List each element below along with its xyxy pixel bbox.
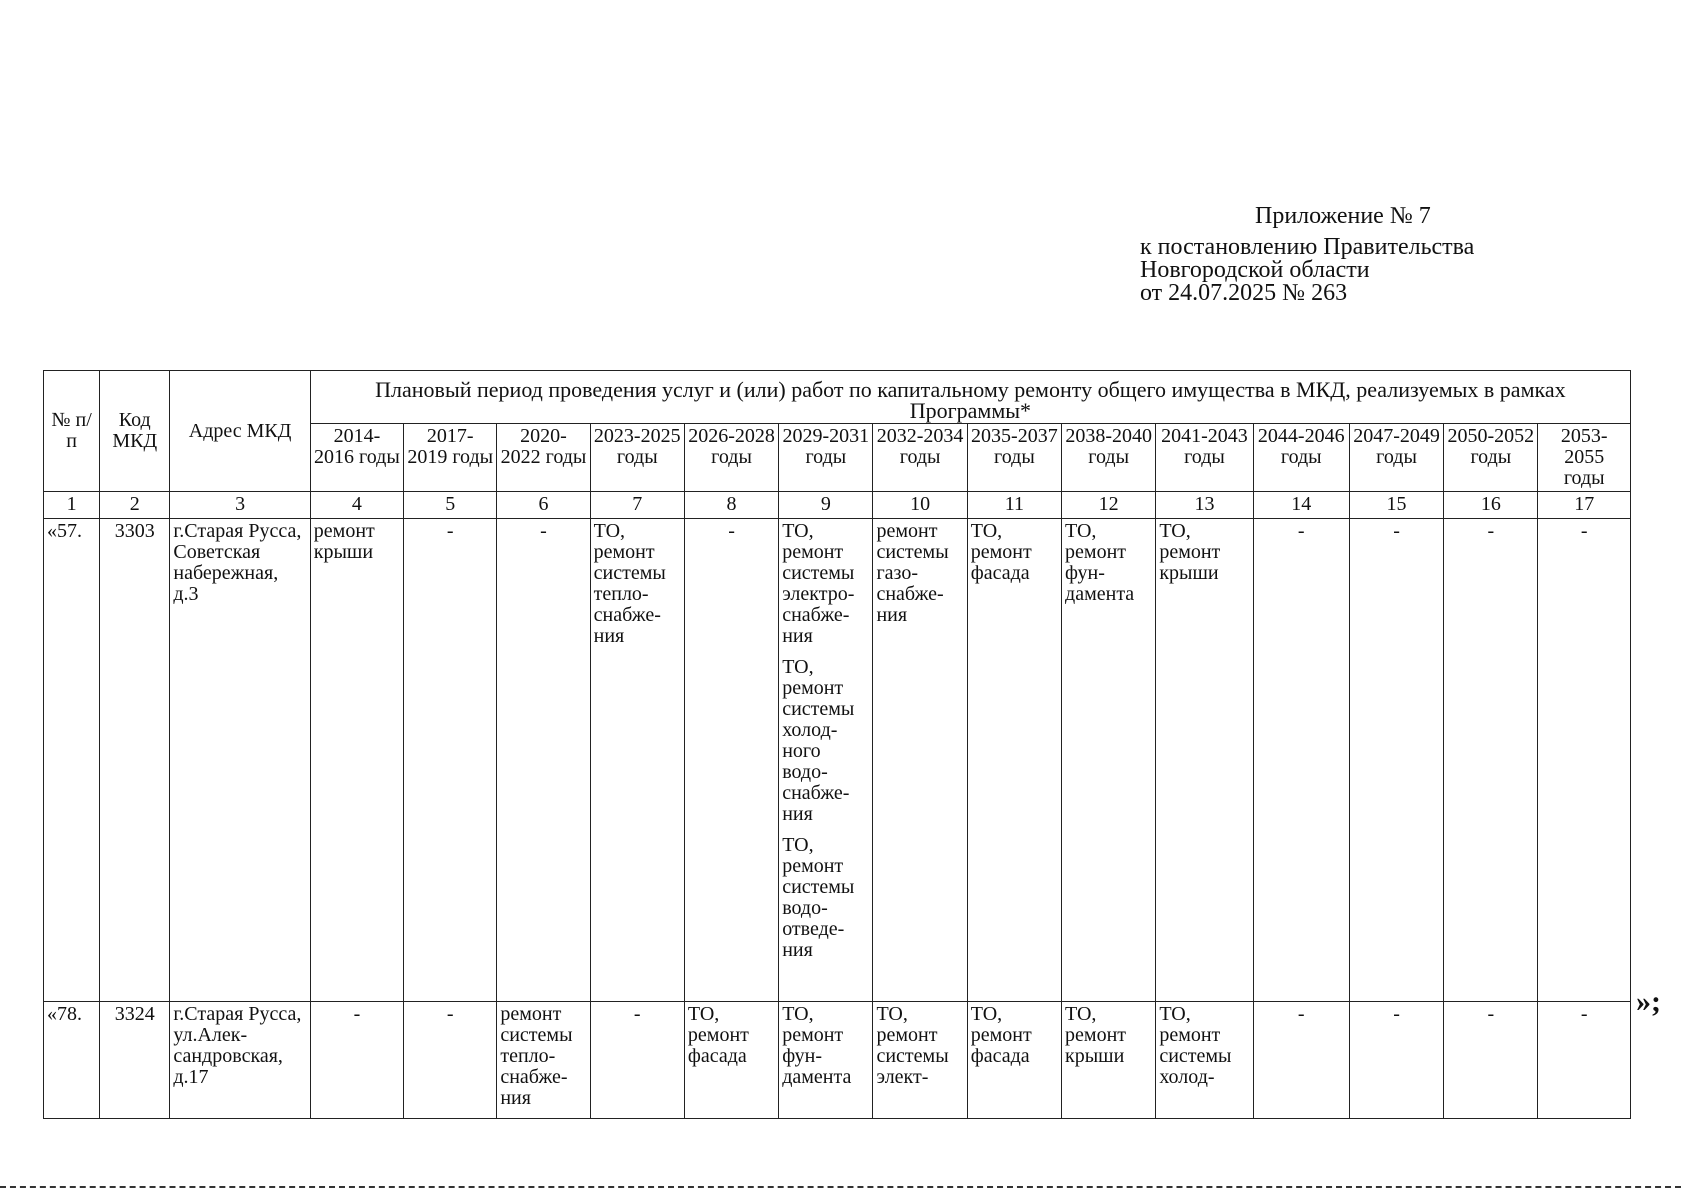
column-number: 2 bbox=[100, 492, 170, 519]
work-cell bbox=[404, 1002, 497, 1119]
column-number: 1 bbox=[44, 492, 100, 519]
work-item: ТО, ремонт фун-дамента bbox=[1065, 520, 1135, 605]
empty-dash: - bbox=[1393, 520, 1400, 542]
work-cell bbox=[1444, 519, 1538, 1002]
work-cell bbox=[967, 1002, 1061, 1119]
row-number: «78. bbox=[44, 1002, 100, 1119]
column-number: 7 bbox=[590, 492, 684, 519]
header-period-col: 2023-2025 годы bbox=[590, 424, 684, 492]
work-cell bbox=[1156, 1002, 1253, 1119]
empty-dash: - bbox=[1393, 1003, 1400, 1025]
work-cell bbox=[310, 519, 403, 1002]
capital-repair-table bbox=[43, 370, 1631, 1119]
work-item: ТО, ремонт фасада bbox=[687, 1003, 749, 1067]
column-number: 17 bbox=[1538, 492, 1631, 519]
work-cell bbox=[497, 519, 590, 1002]
header-period-col: 2053-2055 годы bbox=[1538, 424, 1631, 492]
column-number: 11 bbox=[967, 492, 1061, 519]
work-cell bbox=[1349, 519, 1443, 1002]
empty-dash: - bbox=[728, 520, 735, 542]
work-cell bbox=[873, 519, 967, 1002]
work-item: ТО, ремонт системы холод- bbox=[1159, 1003, 1232, 1088]
work-cell bbox=[779, 519, 873, 1002]
header-code: Код МКД bbox=[100, 371, 170, 492]
header-period-col: 2014-2016 годы bbox=[310, 424, 403, 492]
work-item: ТО, ремонт системы элект- bbox=[876, 1003, 949, 1088]
header-period-col: 2044-2046 годы bbox=[1253, 424, 1349, 492]
work-cell bbox=[590, 1002, 684, 1119]
column-number: 5 bbox=[404, 492, 497, 519]
column-number: 3 bbox=[170, 492, 310, 519]
empty-dash: - bbox=[1297, 1003, 1305, 1025]
work-cell bbox=[1538, 519, 1631, 1002]
work-item: ремонт системы тепло-снабже-ния bbox=[500, 1003, 573, 1109]
empty-dash: - bbox=[446, 1003, 454, 1025]
header-period-col: 2041-2043 годы bbox=[1156, 424, 1253, 492]
work-cell bbox=[1538, 1002, 1631, 1119]
column-number: 6 bbox=[497, 492, 590, 519]
work-item: ТО, ремонт фасада bbox=[970, 1003, 1032, 1067]
work-item: ТО, ремонт системы холод-ного водо-снабже-ния bbox=[782, 656, 855, 825]
header-period: Плановый период проведения услуг и (или) работ по капитальному ремонту общего имущества в МКД, реализуемых в рамках Программы* bbox=[310, 371, 1630, 424]
header-period-col: 2038-2040 годы bbox=[1062, 424, 1156, 492]
column-number: 13 bbox=[1156, 492, 1253, 519]
column-number: 8 bbox=[684, 492, 778, 519]
empty-dash: - bbox=[446, 520, 454, 542]
work-cell bbox=[873, 1002, 967, 1119]
column-number: 14 bbox=[1253, 492, 1349, 519]
work-cell bbox=[1062, 519, 1156, 1002]
column-number: 10 bbox=[873, 492, 967, 519]
work-cell bbox=[684, 1002, 778, 1119]
header-address: Адрес МКД bbox=[170, 371, 310, 492]
empty-dash: - bbox=[633, 1003, 641, 1025]
header-period-col: 2032-2034 годы bbox=[873, 424, 967, 492]
row-address: г.Старая Русса, Советская набережная, д.3 bbox=[170, 519, 310, 1002]
empty-dash: - bbox=[1580, 1003, 1588, 1025]
column-number: 16 bbox=[1444, 492, 1538, 519]
empty-dash: - bbox=[1487, 1003, 1495, 1025]
empty-dash: - bbox=[1580, 520, 1588, 542]
work-cell bbox=[1253, 519, 1349, 1002]
work-cell bbox=[1062, 1002, 1156, 1119]
work-cell bbox=[779, 1002, 873, 1119]
work-cell bbox=[684, 519, 778, 1002]
work-cell bbox=[497, 1002, 590, 1119]
header-period-col: 2029-2031 годы bbox=[779, 424, 873, 492]
work-item: ТО, ремонт системы электро-снабже-ния bbox=[782, 520, 855, 647]
column-number: 9 bbox=[779, 492, 873, 519]
header-period-col: 2050-2052 годы bbox=[1444, 424, 1538, 492]
empty-dash: - bbox=[353, 1003, 361, 1025]
appendix-line: Новгородской области bbox=[1140, 257, 1370, 283]
table-row bbox=[44, 519, 1631, 1002]
empty-dash: - bbox=[1487, 520, 1495, 542]
appendix-title: Приложение № 7 bbox=[1255, 203, 1431, 229]
work-cell bbox=[310, 1002, 403, 1119]
empty-dash: - bbox=[1297, 520, 1305, 542]
header-period-col: 2026-2028 годы bbox=[684, 424, 778, 492]
work-cell bbox=[1156, 519, 1253, 1002]
work-cell bbox=[590, 519, 684, 1002]
work-item: ТО, ремонт системы тепло-снабже-ния bbox=[593, 520, 666, 647]
work-cell bbox=[967, 519, 1061, 1002]
work-item: ТО, ремонт крыши bbox=[1065, 1003, 1127, 1067]
work-cell bbox=[404, 519, 497, 1002]
work-cell bbox=[1253, 1002, 1349, 1119]
header-num: № п/п bbox=[44, 371, 100, 492]
work-item: ТО, ремонт фун-дамента bbox=[782, 1003, 852, 1088]
work-item: ремонт крыши bbox=[313, 520, 375, 563]
page-bottom-divider bbox=[0, 1186, 1681, 1188]
work-cell bbox=[1349, 1002, 1443, 1119]
row-code: 3303 bbox=[100, 519, 170, 1002]
column-number: 12 bbox=[1062, 492, 1156, 519]
header-period-col: 2020-2022 годы bbox=[497, 424, 590, 492]
work-cell bbox=[1444, 1002, 1538, 1119]
work-item: ТО, ремонт фасада bbox=[970, 520, 1032, 584]
work-item: ТО, ремонт системы водо-отведе-ния bbox=[782, 834, 855, 961]
appendix-block bbox=[1140, 205, 1560, 305]
appendix-line: от 24.07.2025 № 263 bbox=[1140, 280, 1348, 306]
work-item: ТО, ремонт крыши bbox=[1159, 520, 1221, 584]
column-number: 15 bbox=[1349, 492, 1443, 519]
appendix-line: к постановлению Правительства bbox=[1140, 234, 1475, 260]
work-item: ремонт системы газо-снабже-ния bbox=[876, 520, 949, 626]
row-code: 3324 bbox=[100, 1002, 170, 1119]
row-number: «57. bbox=[44, 519, 100, 1002]
empty-dash: - bbox=[540, 520, 547, 542]
header-period-col: 2035-2037 годы bbox=[967, 424, 1061, 492]
closing-mark: »; bbox=[1636, 985, 1661, 1018]
column-number: 4 bbox=[310, 492, 403, 519]
header-period-col: 2017-2019 годы bbox=[404, 424, 497, 492]
table-row bbox=[44, 1002, 1631, 1119]
row-address: г.Старая Русса, ул.Алек-сандровская, д.17 bbox=[170, 1002, 310, 1119]
header-period-col: 2047-2049 годы bbox=[1349, 424, 1443, 492]
